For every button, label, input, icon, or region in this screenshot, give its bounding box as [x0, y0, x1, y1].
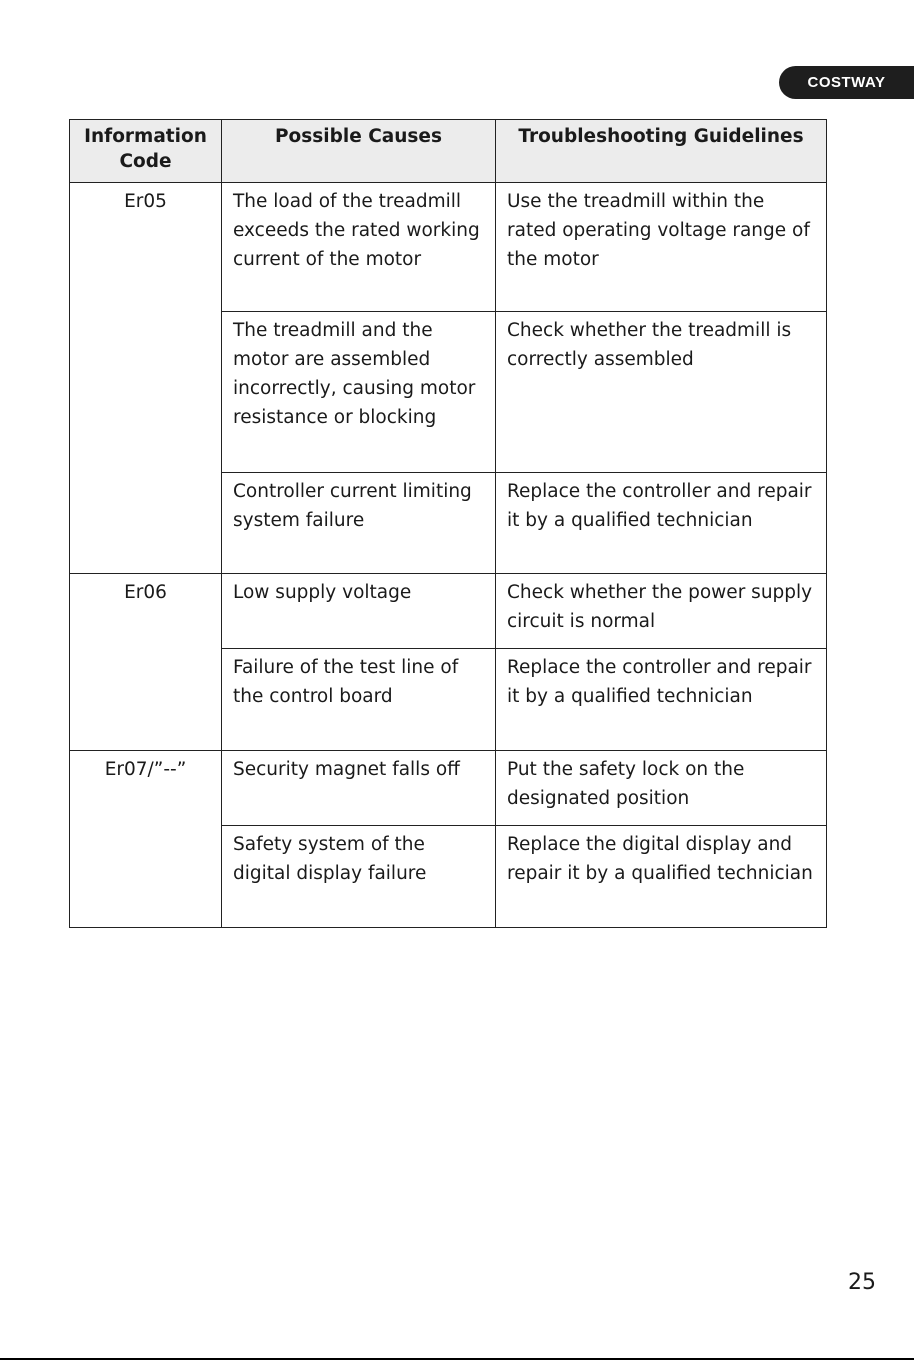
guideline-cell: Check whether the treadmill is correctly assembled: [496, 312, 827, 473]
guideline-cell: Replace the digital display and repair it by a qualified technician: [496, 826, 827, 928]
bottom-divider: [0, 1358, 914, 1360]
guideline-cell: Use the treadmill within the rated operating voltage range of the motor: [496, 183, 827, 312]
troubleshooting-table: [69, 119, 827, 928]
guideline-cell: Replace the controller and repair it by a qualified technician: [496, 473, 827, 574]
table-row: [70, 183, 827, 312]
cause-cell: Security magnet falls off: [222, 751, 496, 826]
cause-cell: The load of the treadmill exceeds the rated working current of the motor: [222, 183, 496, 312]
cause-cell: Controller current limiting system failure: [222, 473, 496, 574]
header-information-code: Information Code: [70, 120, 222, 183]
cause-cell: Safety system of the digital display failure: [222, 826, 496, 928]
cause-cell: Failure of the test line of the control board: [222, 649, 496, 751]
header-possible-causes: Possible Causes: [222, 120, 496, 183]
guideline-cell: Check whether the power supply circuit is normal: [496, 574, 827, 649]
cause-cell: Low supply voltage: [222, 574, 496, 649]
page-number: 25: [848, 1270, 876, 1295]
guideline-cell: Put the safety lock on the designated position: [496, 751, 827, 826]
code-cell: Er06: [70, 574, 222, 751]
table-header-row: [70, 120, 827, 183]
code-cell: Er07/”--”: [70, 751, 222, 928]
table-row: [70, 751, 827, 826]
brand-logo-tab: COSTWAY: [779, 66, 914, 99]
header-troubleshooting-guidelines: Troubleshooting Guidelines: [496, 120, 827, 183]
cause-cell: The treadmill and the motor are assembled incorrectly, causing motor resistance or blocking: [222, 312, 496, 473]
table-row: [70, 574, 827, 649]
code-cell: Er05: [70, 183, 222, 574]
guideline-cell: Replace the controller and repair it by a qualified technician: [496, 649, 827, 751]
